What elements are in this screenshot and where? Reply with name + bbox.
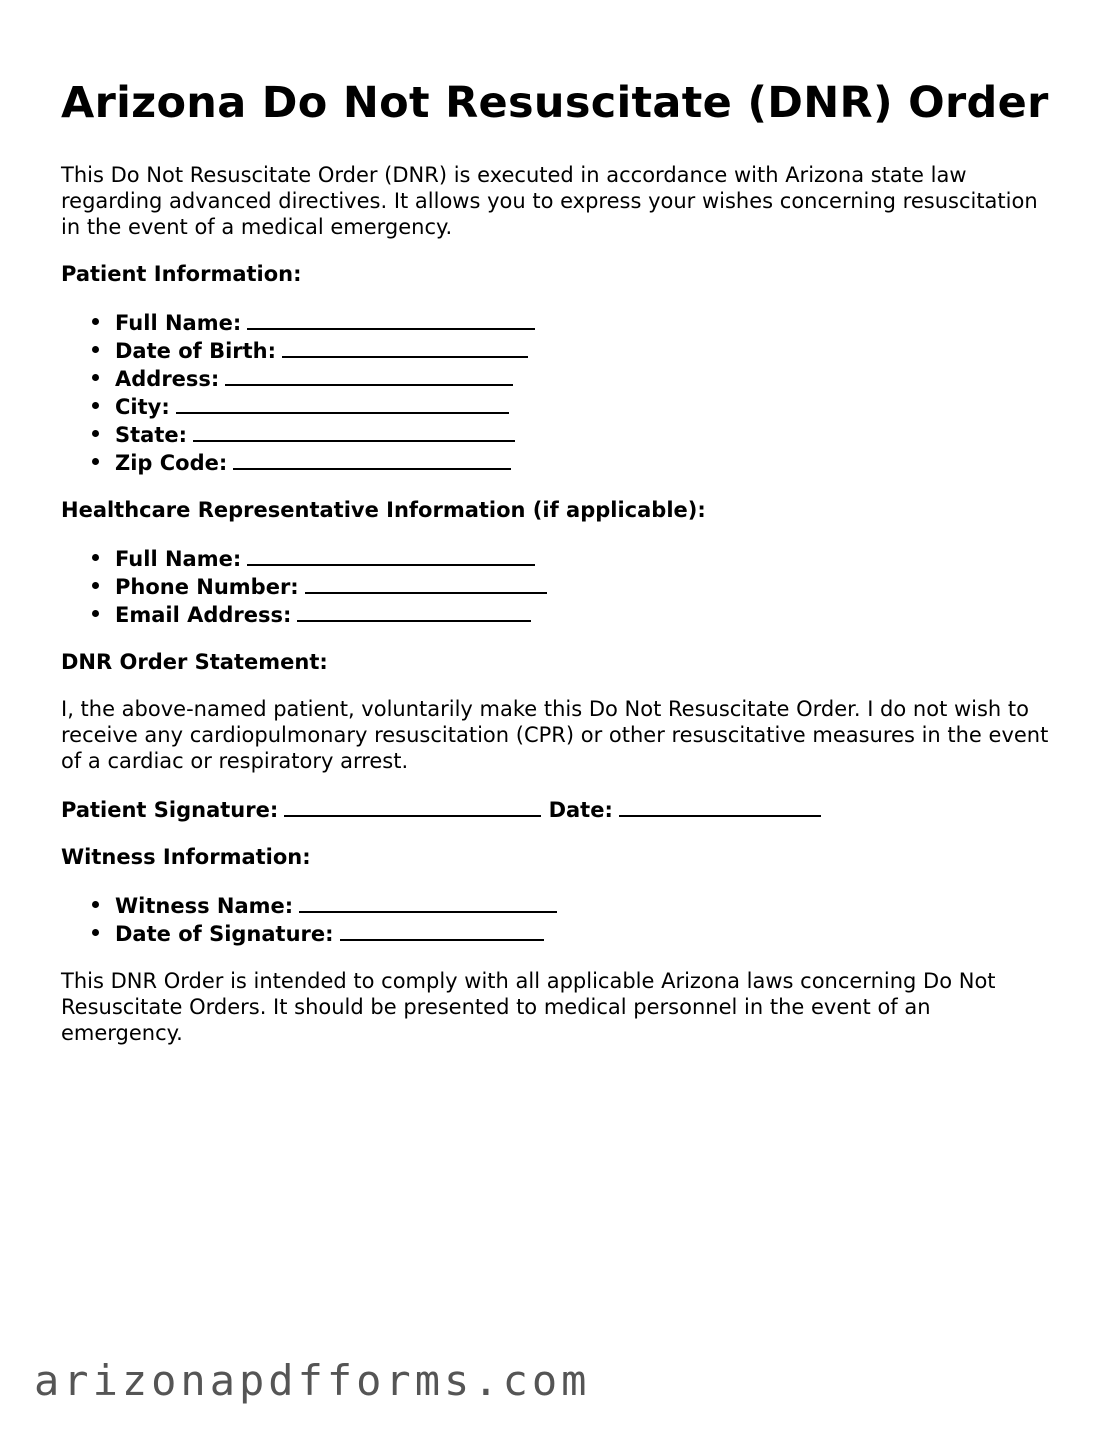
representative-phone-number-field xyxy=(90,572,1051,600)
representative-full-name-blank[interactable] xyxy=(247,544,535,566)
patient-zip-code-blank[interactable] xyxy=(233,448,511,470)
patient-full-name-blank[interactable] xyxy=(247,308,535,330)
witness-date-of-signature-blank[interactable] xyxy=(340,919,544,941)
document-page xyxy=(61,78,1051,1046)
statement-section-heading: DNR Order Statement: xyxy=(61,650,328,674)
witness-field-list xyxy=(61,891,1051,947)
patient-zip-code-field xyxy=(90,448,1051,476)
patient-address-field xyxy=(90,364,1051,392)
patient-date-of-birth-field xyxy=(90,336,1051,364)
field-label: State: xyxy=(115,423,188,447)
witness-section-heading: Witness Information: xyxy=(61,845,311,869)
watermark: arizonapdfforms.com xyxy=(34,1356,591,1405)
signature-date-blank[interactable] xyxy=(619,795,821,817)
patient-section-heading: Patient Information: xyxy=(61,262,302,286)
field-label: Date of Birth: xyxy=(115,339,277,363)
patient-city-field xyxy=(90,392,1051,420)
field-label: Full Name: xyxy=(115,311,242,335)
patient-field-list xyxy=(61,308,1051,476)
patient-signature-line xyxy=(61,795,1051,823)
witness-date-of-signature-field xyxy=(90,919,1051,947)
patient-address-blank[interactable] xyxy=(225,364,513,386)
representative-email-address-blank[interactable] xyxy=(297,600,531,622)
field-label: Date of Signature: xyxy=(115,922,334,946)
field-label: Zip Code: xyxy=(115,451,228,475)
patient-state-blank[interactable] xyxy=(193,420,515,442)
representative-field-list xyxy=(61,544,1051,628)
field-label: Witness Name: xyxy=(115,894,294,918)
signature-date-label: Date: xyxy=(548,798,613,822)
representative-phone-number-blank[interactable] xyxy=(305,572,547,594)
field-label: Email Address: xyxy=(115,603,292,627)
intro-paragraph: This Do Not Resuscitate Order (DNR) is executed in accordance with Arizona state law regarding advanced directives. It allows you to express your wishes concerning resuscitation in the event of a medical emergency. xyxy=(61,163,1038,239)
representative-section-heading: Healthcare Representative Information (if applicable): xyxy=(61,498,706,522)
witness-name-field xyxy=(90,891,1051,919)
patient-state-field xyxy=(90,420,1051,448)
patient-date-of-birth-blank[interactable] xyxy=(282,336,528,358)
dnr-statement-paragraph: I, the above-named patient, voluntarily make this Do Not Resuscitate Order. I do not wish to receive any cardiopulmonary resuscitation (CPR) or other resuscitative measures in the event of a cardiac or respiratory arrest. xyxy=(61,697,1049,773)
field-label: City: xyxy=(115,395,170,419)
patient-full-name-field xyxy=(90,308,1051,336)
field-label: Phone Number: xyxy=(115,575,299,599)
patient-signature-label: Patient Signature: xyxy=(61,798,279,822)
closing-paragraph: This DNR Order is intended to comply with all applicable Arizona laws concerning Do Not Resuscitate Orders. It should be presented to medical personnel in the event of an emergency. xyxy=(61,969,996,1045)
field-label: Address: xyxy=(115,367,220,391)
witness-name-blank[interactable] xyxy=(299,891,557,913)
patient-city-blank[interactable] xyxy=(176,392,509,414)
document-title: Arizona Do Not Resuscitate (DNR) Order xyxy=(61,78,1049,128)
patient-signature-blank[interactable] xyxy=(284,795,541,817)
field-label: Full Name: xyxy=(115,547,242,571)
representative-full-name-field xyxy=(90,544,1051,572)
representative-email-address-field xyxy=(90,600,1051,628)
